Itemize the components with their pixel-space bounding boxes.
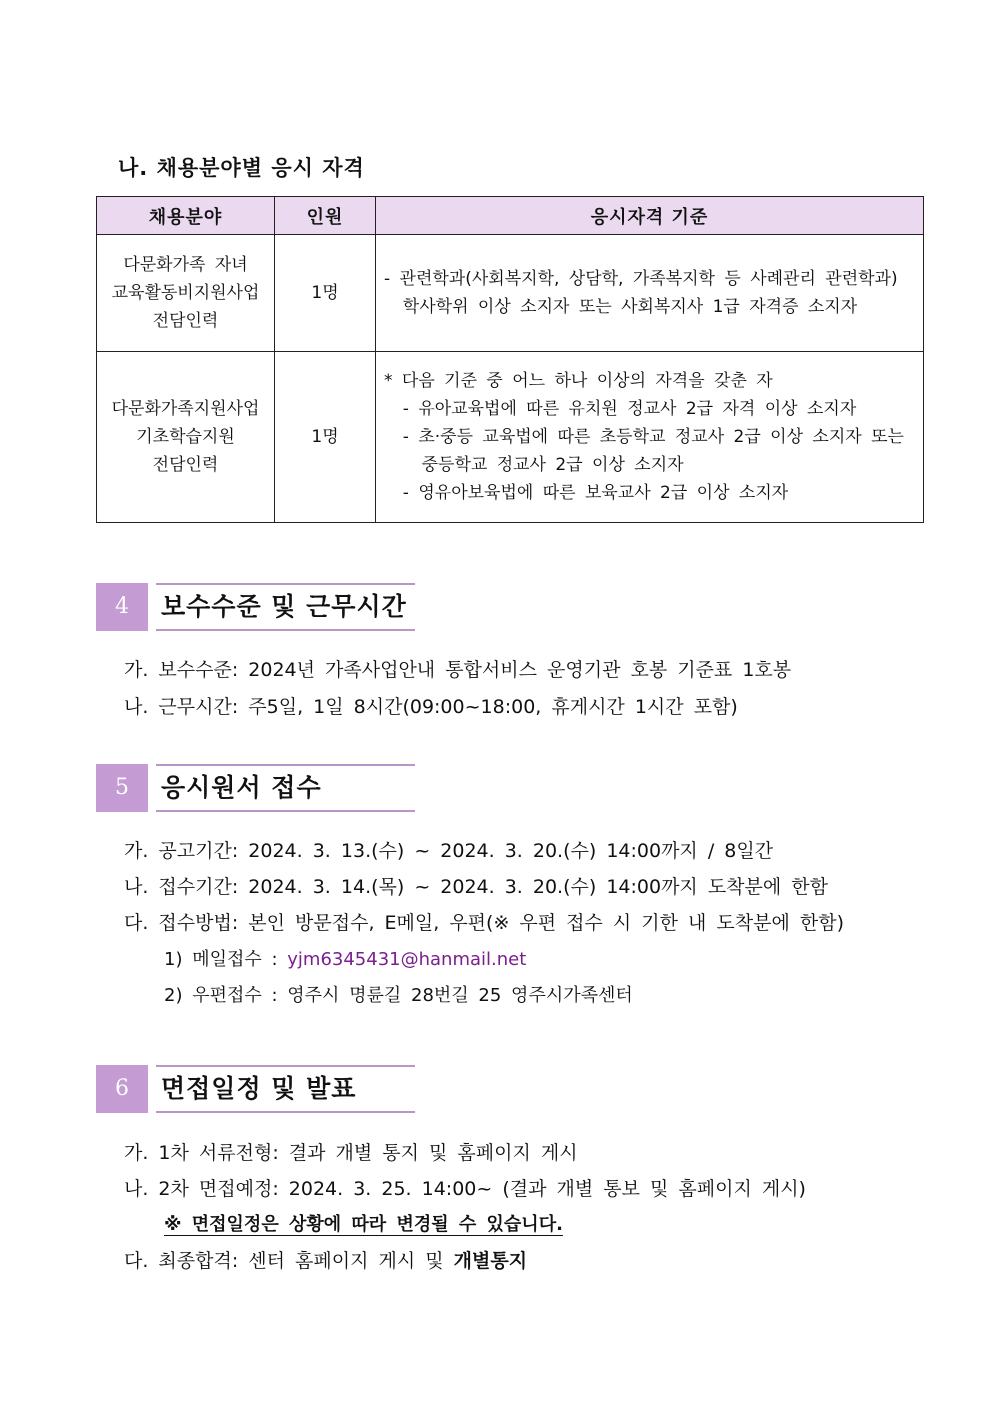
section-5-title: 응시원서 접수: [156, 764, 415, 812]
field-line: 교육활동비지원사업: [111, 283, 260, 303]
application-method-line: 다. 접수방법: 본인 방문접수, E메일, 우편(※ 우편 접수 시 기한 내 도착분에 한함): [124, 912, 845, 934]
post-application-line: 2) 우편접수 : 영주시 명륜길 28번길 25 영주시가족센터: [164, 985, 633, 1006]
criteria-line: - 유아교육법에 따른 유치원 정교사 2급 자격 이상 소지자: [384, 399, 857, 419]
criteria-cell: [376, 235, 924, 352]
criteria-line: 중등학교 정교사 2급 이상 소지자: [384, 455, 684, 475]
header-count: 인원: [275, 197, 376, 235]
section-6-number: 6: [96, 1065, 148, 1113]
field-line: 전담인력: [152, 311, 219, 331]
criteria-line: * 다음 기준 중 어느 하나 이상의 자격을 갖춘 자: [384, 371, 773, 391]
document-screening-line: 가. 1차 서류전형: 결과 개별 통지 및 홈페이지 게시: [124, 1142, 578, 1164]
field-line: 다문화가족 자녀: [123, 255, 248, 275]
field-cell: [97, 235, 275, 352]
table-row: [97, 235, 924, 352]
work-hours-line: 나. 근무시간: 주5일, 1일 8시간(09:00~18:00, 휴게시간 1시간 포함): [124, 696, 738, 718]
header-criteria: 응시자격 기준: [376, 197, 924, 235]
email-link[interactable]: yjm6345431@hanmail.net: [287, 949, 527, 970]
criteria-line: - 관련학과(사회복지학, 상담학, 가족복지학 등 사례관리 관련학과): [384, 269, 898, 289]
interview-schedule-line: 나. 2차 면접예정: 2024. 3. 25. 14:00~ (결과 개별 통보 및 홈페이지 게시): [124, 1178, 806, 1200]
qualification-table: [96, 196, 924, 523]
header-field: 채용분야: [97, 197, 275, 235]
section-6-title: 면접일정 및 발표: [156, 1065, 415, 1113]
criteria-line: - 초·중등 교육법에 따른 초등학교 정교사 2급 이상 소지자 또는: [384, 427, 904, 447]
count-cell: 1명: [275, 235, 376, 352]
schedule-change-note: [164, 1210, 563, 1236]
criteria-cell: [376, 352, 924, 523]
field-line: 기초학습지원: [136, 427, 235, 447]
email-application-line: [164, 945, 526, 971]
table-header-row: [97, 197, 924, 235]
final-result-prefix: 다. 최종합격: 센터 홈페이지 게시 및: [124, 1250, 454, 1272]
qualification-heading: 나. 채용분야별 응시 자격: [118, 156, 365, 180]
field-cell: [97, 352, 275, 523]
field-line: 다문화가족지원사업: [111, 399, 260, 419]
final-result-line: [124, 1246, 527, 1273]
count-cell: 1명: [275, 352, 376, 523]
final-result-bold: 개별통지: [453, 1250, 528, 1272]
criteria-line: - 영유아보육법에 따른 보육교사 2급 이상 소지자: [384, 483, 789, 503]
application-period-line: 나. 접수기간: 2024. 3. 14.(목) ~ 2024. 3. 20.(수) 14:00까지 도착분에 한함: [124, 876, 828, 898]
notice-period-line: 가. 공고기간: 2024. 3. 13.(수) ~ 2024. 3. 20.(수) 14:00까지 / 8일간: [124, 840, 774, 862]
field-line: 전담인력: [152, 455, 219, 475]
section-5-number: 5: [96, 764, 148, 812]
criteria-line: 학사학위 이상 소지자 또는 사회복지사 1급 자격증 소지자: [384, 297, 858, 317]
email-label: 1) 메일접수 :: [164, 949, 288, 970]
section-4-title: 보수수준 및 근무시간: [156, 583, 415, 631]
schedule-change-note-text: ※ 면접일정은 상황에 따라 변경될 수 있습니다.: [164, 1214, 563, 1235]
section-4-number: 4: [96, 583, 148, 631]
salary-line: 가. 보수수준: 2024년 가족사업안내 통합서비스 운영기관 호봉 기준표 1호봉: [124, 659, 792, 681]
table-row: [97, 352, 924, 523]
